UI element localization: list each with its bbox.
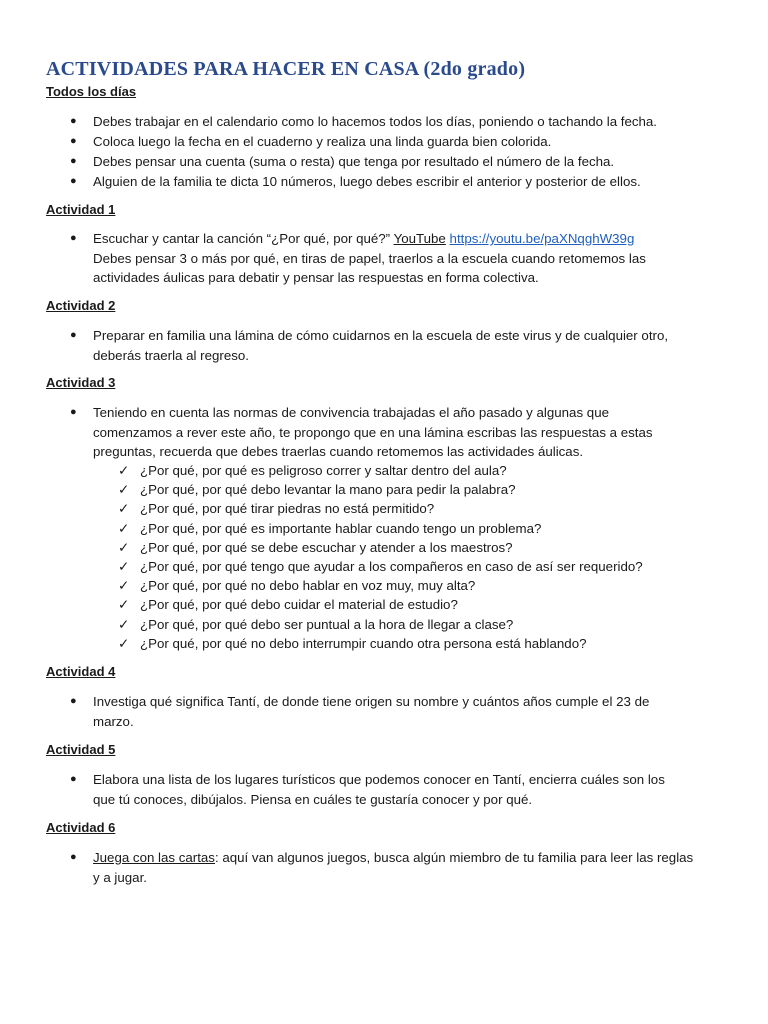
- page-title: ACTIVIDADES PARA HACER EN CASA (2do grado): [46, 58, 526, 80]
- list-item: ● Alguien de la familia te dicta 10 números, luego debes escribir el anterior y posterior de ellos.: [70, 172, 730, 192]
- list-item: ✓ ¿Por qué, por qué no debo interrumpir cuando otra persona está hablando?: [118, 634, 643, 653]
- bullet-icon: ●: [70, 135, 77, 147]
- bullet-icon: ●: [70, 232, 77, 244]
- section-heading-todos: Todos los días: [46, 84, 137, 99]
- checkmark-icon: ✓: [118, 482, 130, 498]
- section-heading-actividad-5: Actividad 5: [46, 742, 116, 757]
- checkmark-icon: ✓: [118, 597, 130, 613]
- list-item: ● Teniendo en cuenta las normas de convivencia trabajadas el año pasado y algunas que comenzamos a rever este año, te propongo que en una lámina escribas las respuestas a estas preguntas, recuerda que debes traerlas cuando retomemos las actividades áulicas.: [70, 405, 653, 459]
- list-item: ✓ ¿Por qué, por qué tengo que ayudar a los compañeros en caso de así ser requerido?: [118, 557, 643, 576]
- youtube-label: YouTube: [393, 231, 446, 246]
- list-item: ✓ ¿Por qué, por qué es peligroso correr y saltar dentro del aula?: [118, 461, 643, 480]
- checkmark-icon: ✓: [118, 558, 130, 574]
- section-heading-actividad-3: Actividad 3: [46, 375, 116, 390]
- section-heading-actividad-1: Actividad 1: [46, 202, 116, 217]
- list-item: ✓ ¿Por qué, por qué debo cuidar el material de estudio?: [118, 595, 643, 614]
- checkmark-icon: ✓: [118, 616, 130, 632]
- list-item: ● Investiga qué significa Tantí, de donde tiene origen su nombre y cuántos años cumple el 23 de marzo.: [70, 694, 650, 729]
- bullet-icon: ●: [70, 773, 77, 785]
- bullet-icon: ●: [70, 329, 77, 341]
- checkmark-icon: ✓: [118, 520, 130, 536]
- list-item: ✓ ¿Por qué, por qué se debe escuchar y atender a los maestros?: [118, 538, 643, 557]
- bullet-icon: ●: [70, 115, 77, 127]
- list-item: ✓ ¿Por qué, por qué debo ser puntual a la hora de llegar a clase?: [118, 615, 643, 634]
- list-item: ● Coloca luego la fecha en el cuaderno y realiza una linda guarda bien colorida.: [70, 132, 730, 152]
- list-item: ● Debes trabajar en el calendario como lo hacemos todos los días, poniendo o tachando la fecha.: [70, 112, 730, 132]
- checkmark-icon: ✓: [118, 635, 130, 651]
- list-item: ● Juega con las cartas: aquí van algunos juegos, busca algún miembro de tu familia para leer las reglas y a jugar.: [70, 850, 694, 885]
- youtube-link[interactable]: https://youtu.be/paXNqghW39g: [449, 231, 635, 246]
- list-item: ● Preparar en familia una lámina de cómo cuidarnos en la escuela de este virus y de cualquier otro, deberás traerla al regreso.: [70, 328, 669, 363]
- bullet-icon: ●: [70, 406, 77, 418]
- bullet-icon: ●: [70, 851, 77, 863]
- list-item: ✓ ¿Por qué, por qué tirar piedras no está permitido?: [118, 499, 643, 518]
- section-heading-actividad-4: Actividad 4: [46, 664, 116, 679]
- bullet-icon: ●: [70, 695, 77, 707]
- list-item: ✓ ¿Por qué, por qué es importante hablar cuando tengo un problema?: [118, 519, 643, 538]
- checkmark-icon: ✓: [118, 578, 130, 594]
- bullet-icon: ●: [70, 155, 77, 167]
- bullet-icon: ●: [70, 175, 77, 187]
- checkmark-icon: ✓: [118, 501, 130, 517]
- cards-label: Juega con las cartas: [93, 850, 215, 865]
- list-item: ● Debes pensar una cuenta (suma o resta) que tenga por resultado el número de la fecha.: [70, 152, 730, 172]
- question-checklist: [118, 461, 643, 653]
- list-item: ● Escuchar y cantar la canción “¿Por qué, por qué?” YouTube https://youtu.be/paXNqghW39g Debes pensar 3 o más por qué, en tiras de papel, traerlos a la escuela cuando retomemos las actividades áulicas para debatir y pensar las respuestas en forma colectiva.: [70, 231, 646, 285]
- list-item: ✓ ¿Por qué, por qué no debo hablar en voz muy, muy alta?: [118, 576, 643, 595]
- checkmark-icon: ✓: [118, 463, 130, 478]
- checkmark-icon: ✓: [118, 539, 130, 555]
- section-heading-actividad-6: Actividad 6: [46, 820, 116, 835]
- section-heading-actividad-2: Actividad 2: [46, 298, 116, 313]
- list-item: ● Elabora una lista de los lugares turísticos que podemos conocer en Tantí, encierra cuáles son los que tú conoces, dibújalos. Piensa en cuáles te gustaría conocer y por qué.: [70, 772, 665, 807]
- list-item: ✓ ¿Por qué, por qué debo levantar la mano para pedir la palabra?: [118, 480, 643, 499]
